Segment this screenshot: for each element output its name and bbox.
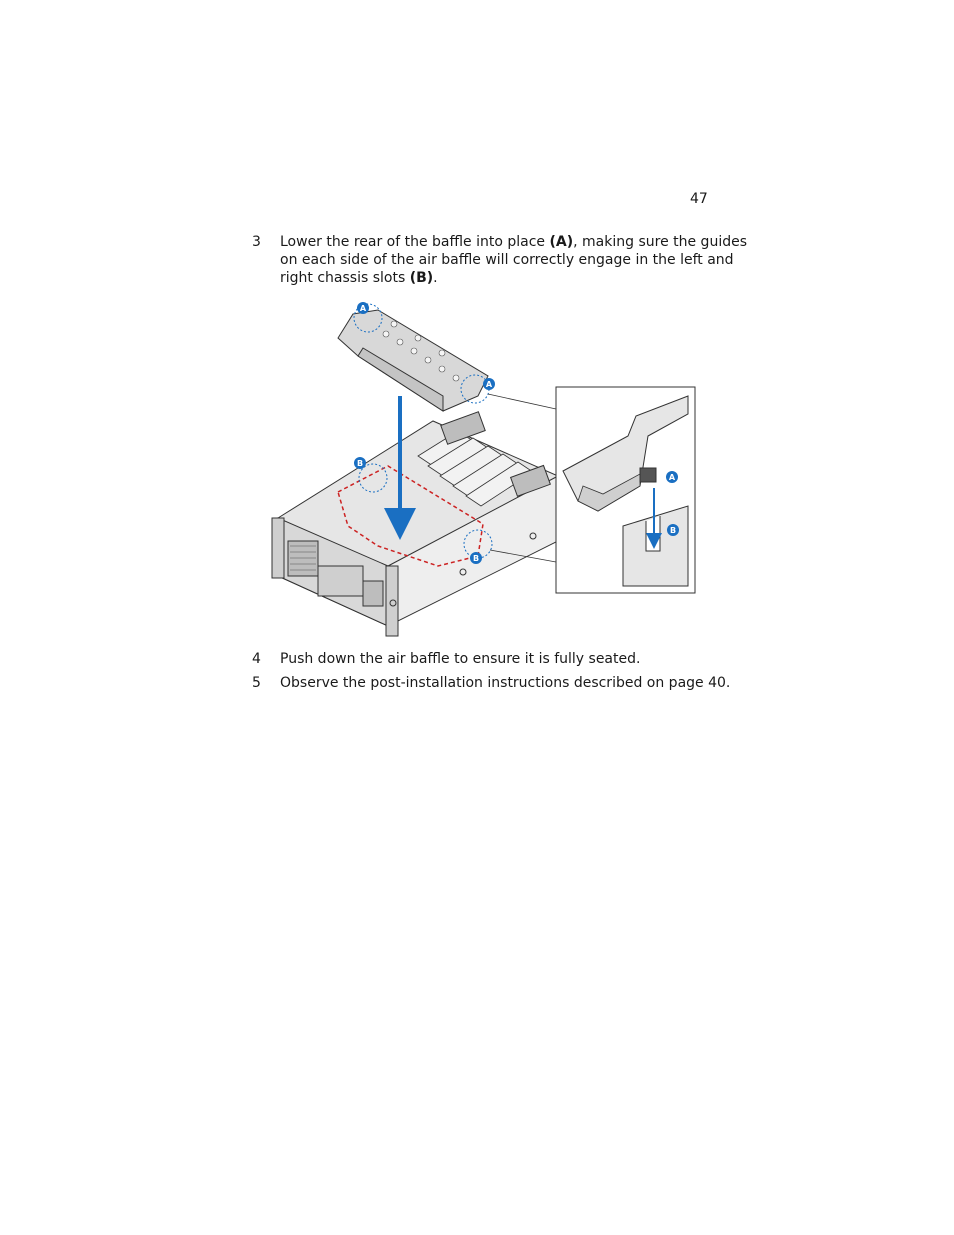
svg-text:A: A bbox=[485, 380, 493, 389]
callout-b-left bbox=[354, 457, 366, 469]
detail-callout-b bbox=[667, 524, 679, 536]
svg-text:B: B bbox=[669, 526, 677, 535]
callout-a-side bbox=[483, 378, 495, 390]
server-chassis bbox=[272, 412, 558, 636]
svg-text:B: B bbox=[356, 459, 364, 468]
callout-b-right bbox=[470, 552, 482, 564]
detail-callout-a bbox=[666, 471, 678, 483]
step-text bbox=[280, 233, 747, 287]
step-line: Lower the rear of the baffle into place (A), making sure the guides bbox=[280, 234, 747, 250]
detail-inset bbox=[556, 387, 695, 593]
step-line: right chassis slots (B). bbox=[280, 270, 438, 286]
svg-text:A: A bbox=[668, 473, 676, 482]
page-number: 47 bbox=[690, 191, 708, 207]
step-number: 5 bbox=[252, 675, 261, 691]
step-text: Observe the post-installation instructions described on page 40. bbox=[280, 675, 731, 691]
step-number: 3 bbox=[252, 234, 261, 250]
callout-a-top bbox=[357, 302, 369, 314]
air-baffle bbox=[338, 310, 488, 411]
step-number: 4 bbox=[252, 651, 261, 667]
step-text: Push down the air baffle to ensure it is fully seated. bbox=[280, 651, 641, 667]
air-baffle-installation-illustration bbox=[268, 296, 698, 646]
svg-text:A: A bbox=[359, 304, 367, 313]
svg-text:B: B bbox=[472, 554, 480, 563]
step-line: on each side of the air baffle will correctly engage in the left and bbox=[280, 252, 734, 268]
